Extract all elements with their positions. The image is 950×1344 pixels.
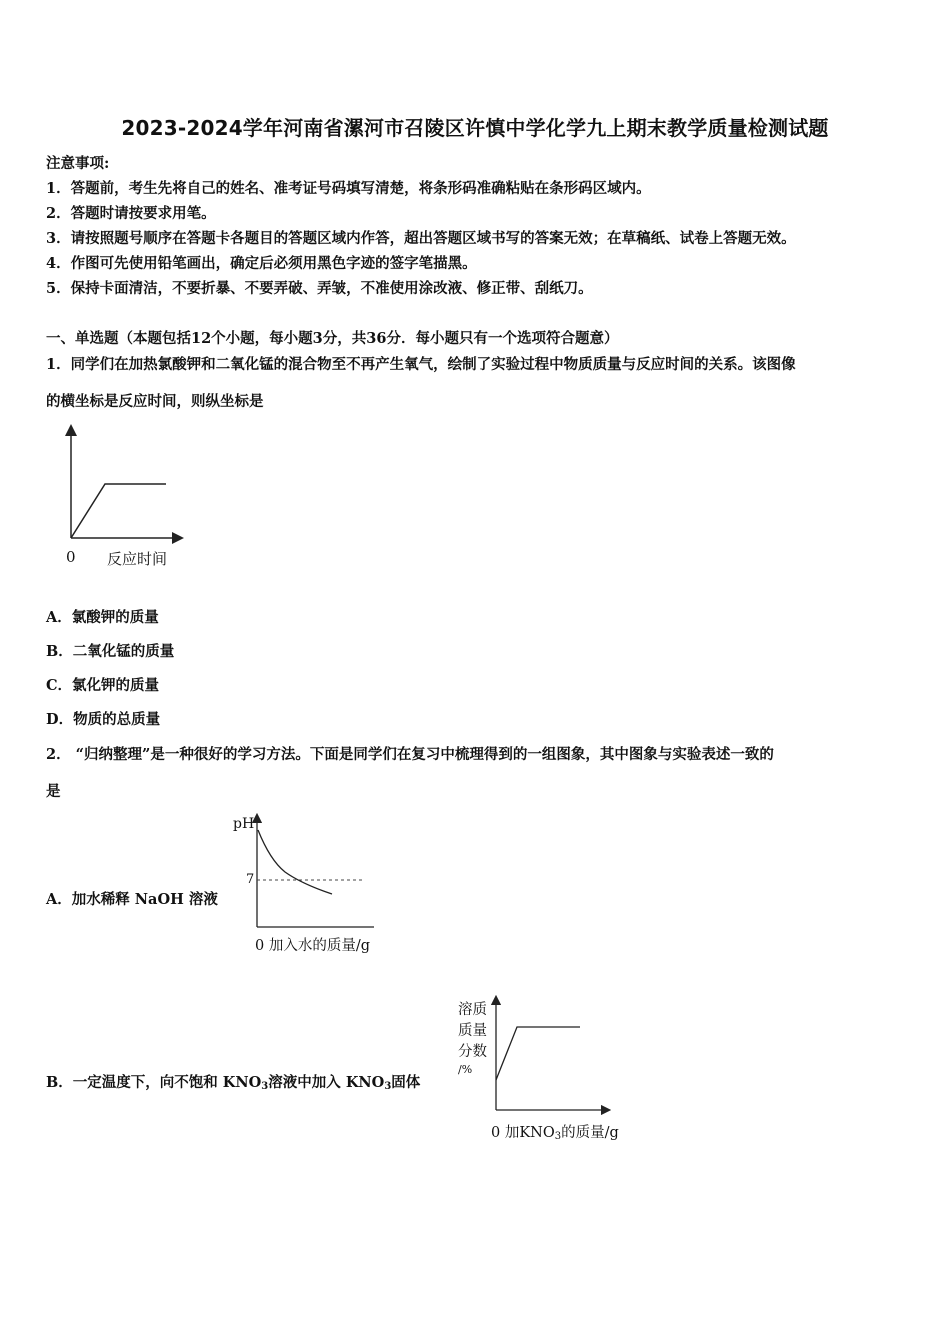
q2-option-b: B．一定温度下，向不饱和 $KNO_3$溶液中加入 $KNO_3$固体 bbox=[46, 1074, 421, 1092]
notice-heading: 注意事项: bbox=[46, 155, 110, 172]
q2b-graph bbox=[486, 996, 616, 1116]
q2a-curve bbox=[258, 830, 332, 894]
question-1-stem-cont: 的横坐标是反应时间，则纵坐标是 bbox=[46, 393, 264, 410]
q1-curve bbox=[71, 484, 166, 538]
notice-item: 3．请按照题号顺序在答题卡各题目的答题区域内作答，超出答题区域书写的答案无效；在草稿纸、试卷上答题无效。 bbox=[46, 230, 796, 247]
notice-item: 2．答题时请按要求用笔。 bbox=[46, 205, 216, 222]
notice-item: 4．作图可先使用铅笔画出，确定后必须用黑色字迹的签字笔描黑。 bbox=[46, 255, 477, 272]
q2a-x-axis-label: 0 加入水的质量/g bbox=[255, 938, 371, 954]
q1-x-axis-label: 反应时间 bbox=[107, 550, 168, 568]
notice-item: 1．答题前，考生先将自己的姓名、准考证号码填写清楚，将条形码准确粘贴在条形码区域内。 bbox=[46, 180, 651, 197]
q1-option-a: A．氯酸钾的质量 bbox=[46, 609, 159, 626]
question-1-stem: 1．同学们在加热氯酸钾和二氧化锰的混合物至不再产生氧气，绘制了实验过程中物质质量与反应时间的关系。该图像 bbox=[46, 356, 796, 373]
section-heading: 一、单选题（本题包括12个小题，每小题3分，共36分．每小题只有一个选项符合题意） bbox=[46, 330, 619, 347]
q1-option-b: B．二氧化锰的质量 bbox=[46, 643, 175, 660]
question-2-stem-cont: 是 bbox=[46, 783, 61, 800]
question-2-stem: 2． “归纳整理”是一种很好的学习方法。下面是同学们在复习中梳理得到的一组图象，其中图象与实验表述一致的 bbox=[46, 746, 774, 763]
page-title: 2023-2024学年河南省漯河市召陵区许慎中学化学九上期末教学质量检测试题 bbox=[121, 116, 829, 140]
q2b-curve bbox=[496, 1027, 580, 1080]
q2b-x-axis-label: 0 加$KNO_3$的质量/g bbox=[491, 1125, 619, 1142]
q2a-graph bbox=[240, 812, 380, 937]
q1-option-d: D．物质的总质量 bbox=[46, 711, 161, 728]
q2a-ph7-label: 7 bbox=[246, 872, 255, 887]
q1-origin-label: 0 bbox=[66, 548, 76, 566]
q2b-y-axis-label: 溶质 质量 分数 /% bbox=[458, 1002, 487, 1076]
notice-item: 5．保持卡面清洁，不要折暴、不要弄破、弄皱，不准使用涂改液、修正带、刮纸刀。 bbox=[46, 280, 593, 297]
q2a-y-axis-label: pH bbox=[233, 816, 255, 832]
q2-option-a: A．加水稀释 NaOH 溶液 bbox=[46, 891, 218, 908]
q1-option-c: C．氯化钾的质量 bbox=[46, 677, 160, 694]
